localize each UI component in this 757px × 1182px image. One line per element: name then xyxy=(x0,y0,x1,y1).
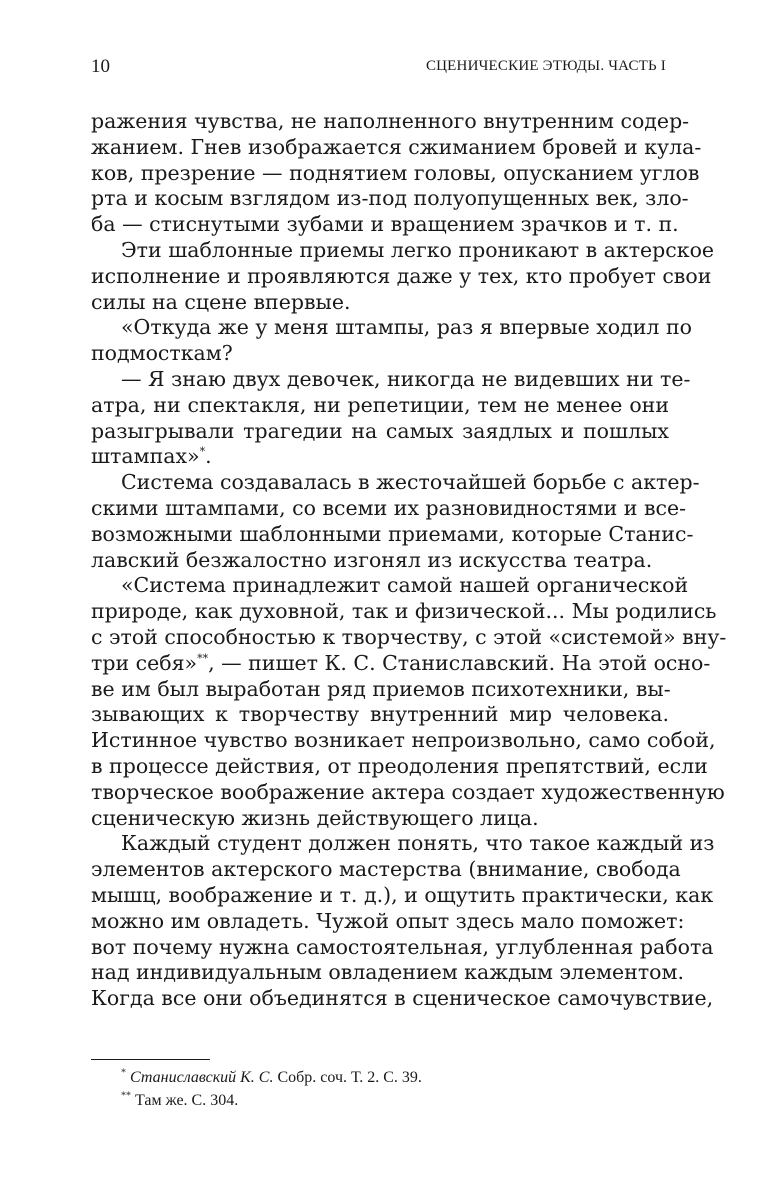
text-line: Каждый студент должен понять, что такое каждый из xyxy=(121,831,715,856)
text-line xyxy=(91,444,669,470)
footnote xyxy=(121,1066,422,1089)
text-line: над индивидуальным овладением каждым элементом. xyxy=(91,960,684,985)
text-line: Истинное чувство возникает непроизвольно, само собой, xyxy=(91,728,716,753)
text-line: «Система принадлежит самой нашей органической xyxy=(121,573,689,598)
page-number: 10 xyxy=(91,56,110,77)
text-line: лавский безжалостно изгонял из искусства театра. xyxy=(91,547,653,572)
text-line: ков, презрение — поднятием головы, опусканием углов xyxy=(91,160,700,185)
footnote-text: Там же. С. 304. xyxy=(135,1092,239,1109)
text-line xyxy=(91,650,711,677)
footnotes xyxy=(121,1066,422,1112)
text-line: — Я знаю двух девочек, никогда не видевших ни те- xyxy=(121,366,691,391)
text-line: природе, как духовной, так и физической... Мы родились xyxy=(91,599,717,624)
text-line: вот почему нужна самостоятельная, углубленная работа xyxy=(91,934,714,959)
text-line: «Откуда же у меня штампы, раз я впервые ходил по xyxy=(121,315,692,340)
text-line: сценическую жизнь действующего лица. xyxy=(91,805,539,830)
text-line: зывающих к творчеству внутренний мир человека. xyxy=(91,702,669,727)
footnote-ref: ** xyxy=(197,651,209,665)
footnote-mark: ** xyxy=(121,1090,131,1102)
text-line: в процессе действия, от преодоления препятствий, если xyxy=(91,753,708,778)
footnote-mark: * xyxy=(121,1067,126,1079)
text-line: рта и косым взглядом из-под полуопущенных век, зло- xyxy=(91,186,689,211)
text-line: жанием. Гнев изображается сжиманием бровей и кула- xyxy=(91,134,702,159)
text-line: возможными шаблонными приемами, которые Станис- xyxy=(91,521,694,546)
footnote-text: Собр. соч. Т. 2. С. 39. xyxy=(273,1069,422,1086)
text-fragment: , — пишет К. С. Станиславский. На этой осно- xyxy=(208,650,711,675)
text-line: с этой способностью к творчеству, с этой «системой» вну- xyxy=(91,624,727,649)
text-fragment: штампах» xyxy=(91,444,200,469)
text-line: творческое воображение актера создает художественную xyxy=(91,779,725,804)
text-line: ве им был выработан ряд приемов психотехники, вы- xyxy=(91,676,671,701)
body-text xyxy=(91,109,727,1012)
footnote-rule xyxy=(91,1059,210,1060)
text-line: скими штампами, со всеми их разновидностями и все- xyxy=(91,495,687,520)
text-line: исполнение и проявляются даже у тех, кто пробует свои xyxy=(91,263,712,288)
text-line: Система создавалась в жесточайшей борьбе с актер- xyxy=(121,470,700,495)
footnote-ref: * xyxy=(199,445,206,459)
text-line: элементов актерского мастерства (внимание, свобода xyxy=(91,857,681,882)
text-line: Когда все они объединятся в сценическое самочувствие, xyxy=(91,986,714,1011)
text-fragment: три себя» xyxy=(91,650,198,675)
text-line: ба — стиснутыми зубами и вращением зрачков и т. п. xyxy=(91,212,679,237)
text-line: разыгрывали трагедии на самых заядлых и пошлых xyxy=(91,418,669,443)
text-line: мышц, воображение и т. д.), и ощутить практически, как xyxy=(91,882,714,907)
text-fragment: . xyxy=(205,444,212,469)
text-line: ражения чувства, не наполненного внутренним содер- xyxy=(91,109,690,133)
text-line: подмосткам? xyxy=(91,341,233,366)
running-head: СЦЕНИЧЕСКИЕ ЭТЮДЫ. ЧАСТЬ I xyxy=(425,58,666,74)
footnote xyxy=(121,1089,422,1112)
text-line: атра, ни спектакля, ни репетиции, тем не менее они xyxy=(91,392,669,417)
footnote-author: Станиславский К. С. xyxy=(130,1069,274,1086)
text-line: силы на сцене впервые. xyxy=(91,289,351,314)
text-line: Эти шаблонные приемы легко проникают в актерское xyxy=(121,237,715,262)
text-line: можно им овладеть. Чужой опыт здесь мало поможет: xyxy=(91,908,685,933)
